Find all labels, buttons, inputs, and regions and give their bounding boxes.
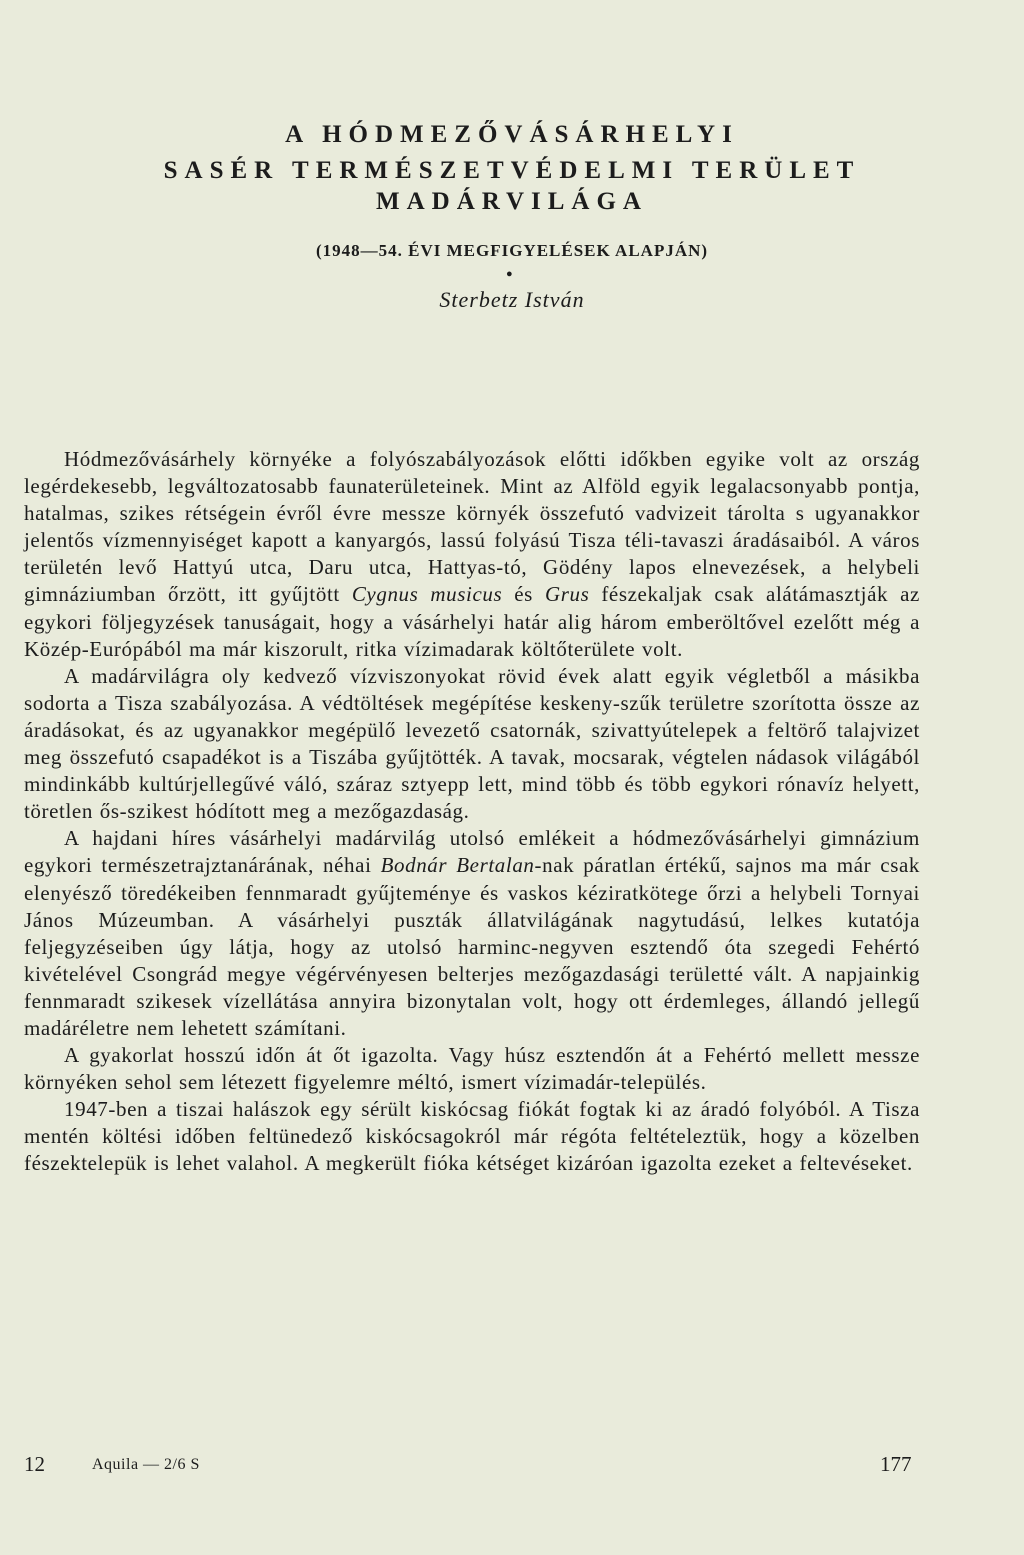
paragraph-1-text-a: Hódmezővásárhely környéke a folyószabályozások előtti időkben egyike volt az ország legérdekesebb, legváltozatosabb faunaterületeinek. Mint az Alföld egyik legalacsonyabb pontja, hatalmas, szikes rétségein évről évre messze környék összefutó vadvizeit tárolta s ugyanakkor jelentős vízmennyiséget kapott a kanyargós, lassú folyású Tisza téli-tavaszi áradásaiból. A város területén levő Hattyú utca, Daru utca, Hattyas-tó, Gödény lapos elnevezések, a helybeli gimnáziumban őrzött, itt gyűjtött [24,447,920,607]
paragraph-3-text-a: A hajdani híres vásárhelyi madárvilág utolsó emlékeit a hódmezővásárhelyi gimnázium egykori természetrajztanárának, néhai [24,826,920,878]
author-name: Sterbetz István [439,287,585,312]
paragraph-1-text-b: és [514,582,533,607]
paragraph-1 [24,446,920,663]
article-title-line-1: A HÓDMEZŐVÁSÁRHELYI [285,121,739,148]
paragraph-1-text-c: fészekaljak csak alátámasztják az egykori följegyzések tanuságait, hogy a vásárhelyi határ alig három emberöltővel ezelőtt még a Közép-Európából ma már kiszorult, ritka vízimadarak költőterülete volt. [24,582,920,661]
paragraph-2: A madárvilágra oly kedvező vízviszonyokat rövid évek alatt egyik végletből a másikba sodorta a Tisza szabályozása. A védtöltések megépítése keskeny-szűk területre szorította össze az áradásokat, és az ugyanakkor megépülő levezető csatornák, szivattyútelepek a feltörő talajvizet meg összefutó csapadékot is a Tiszába gyűjtötték. A tavak, mocsarak, végtelen nádasok világából mindinkább kultúrjellegűvé váló, száraz sztyepp lett, mind több és több egykori rónavíz helyett, töretlen ős-szikest hódított meg a mezőgazdaság. [24,663,920,824]
footer-signature-number: 12 [24,1452,45,1476]
paragraph-3 [24,825,920,1042]
paragraph-4: A gyakorlat hosszú időn át őt igazolta. Vagy húsz esztendőn át a Fehértó mellett messze környéken sehol sem létezett figyelemre méltó, ismert vízimadár-település. [24,1043,920,1095]
article-title-line-2: SASÉR TERMÉSZETVÉDELMI TERÜLET [163,157,861,184]
article-subtitle: (1948—54. ÉVI MEGFIGYELÉSEK ALAPJÁN) [315,241,709,260]
paragraph-5: 1947-ben a tiszai halászok egy sérült kiskócsag fiókát fogtak ki az áradó folyóból. A Tisza mentén költési időben feltünedező kiskócsagokról már régóta feltételeztük, hogy a közelben fészektelepük is lehet valahol. A megkerült fióka kétséget kizáróan igazolta ezeket a feltevéseket. [24,1097,920,1176]
page-number: 177 [880,1452,912,1476]
article-body [24,446,920,1178]
paragraph-3-text-b: -nak páratlan értékű, sajnos ma már csak elenyésző töredékeiben fennmaradt gyűjteménye és vaskos kéziratkötege őrzi a helybeli Tornyai János Múzeumban. A vásárhelyi puszták állatvilágának nagytudású, lelkes kutatója feljegyzéseiben úgy látja, hogy az utolsó harminc-negyven esztendő óta szegedi Fehértó kivételével Csongrád megye végérvényesen belterjes mezőgazdasági területté vált. A napjainkig fennmaradt szikesek vízellátása annyira bizonytalan volt, hogy ott érdemleges, állandó jellegű madáréletre nem lehetett számítani. [24,853,921,1040]
species-name-grus: Grus [544,582,590,607]
article-title-line-3: MADÁRVILÁGA [376,188,648,215]
species-name-cygnus: Cygnus musicus [351,582,503,607]
person-name-bodnar: Bodnár Bertalan [380,853,535,878]
footer-journal: Aquila — 2/6 S [92,1456,200,1473]
ink-mark: ● [506,268,513,280]
